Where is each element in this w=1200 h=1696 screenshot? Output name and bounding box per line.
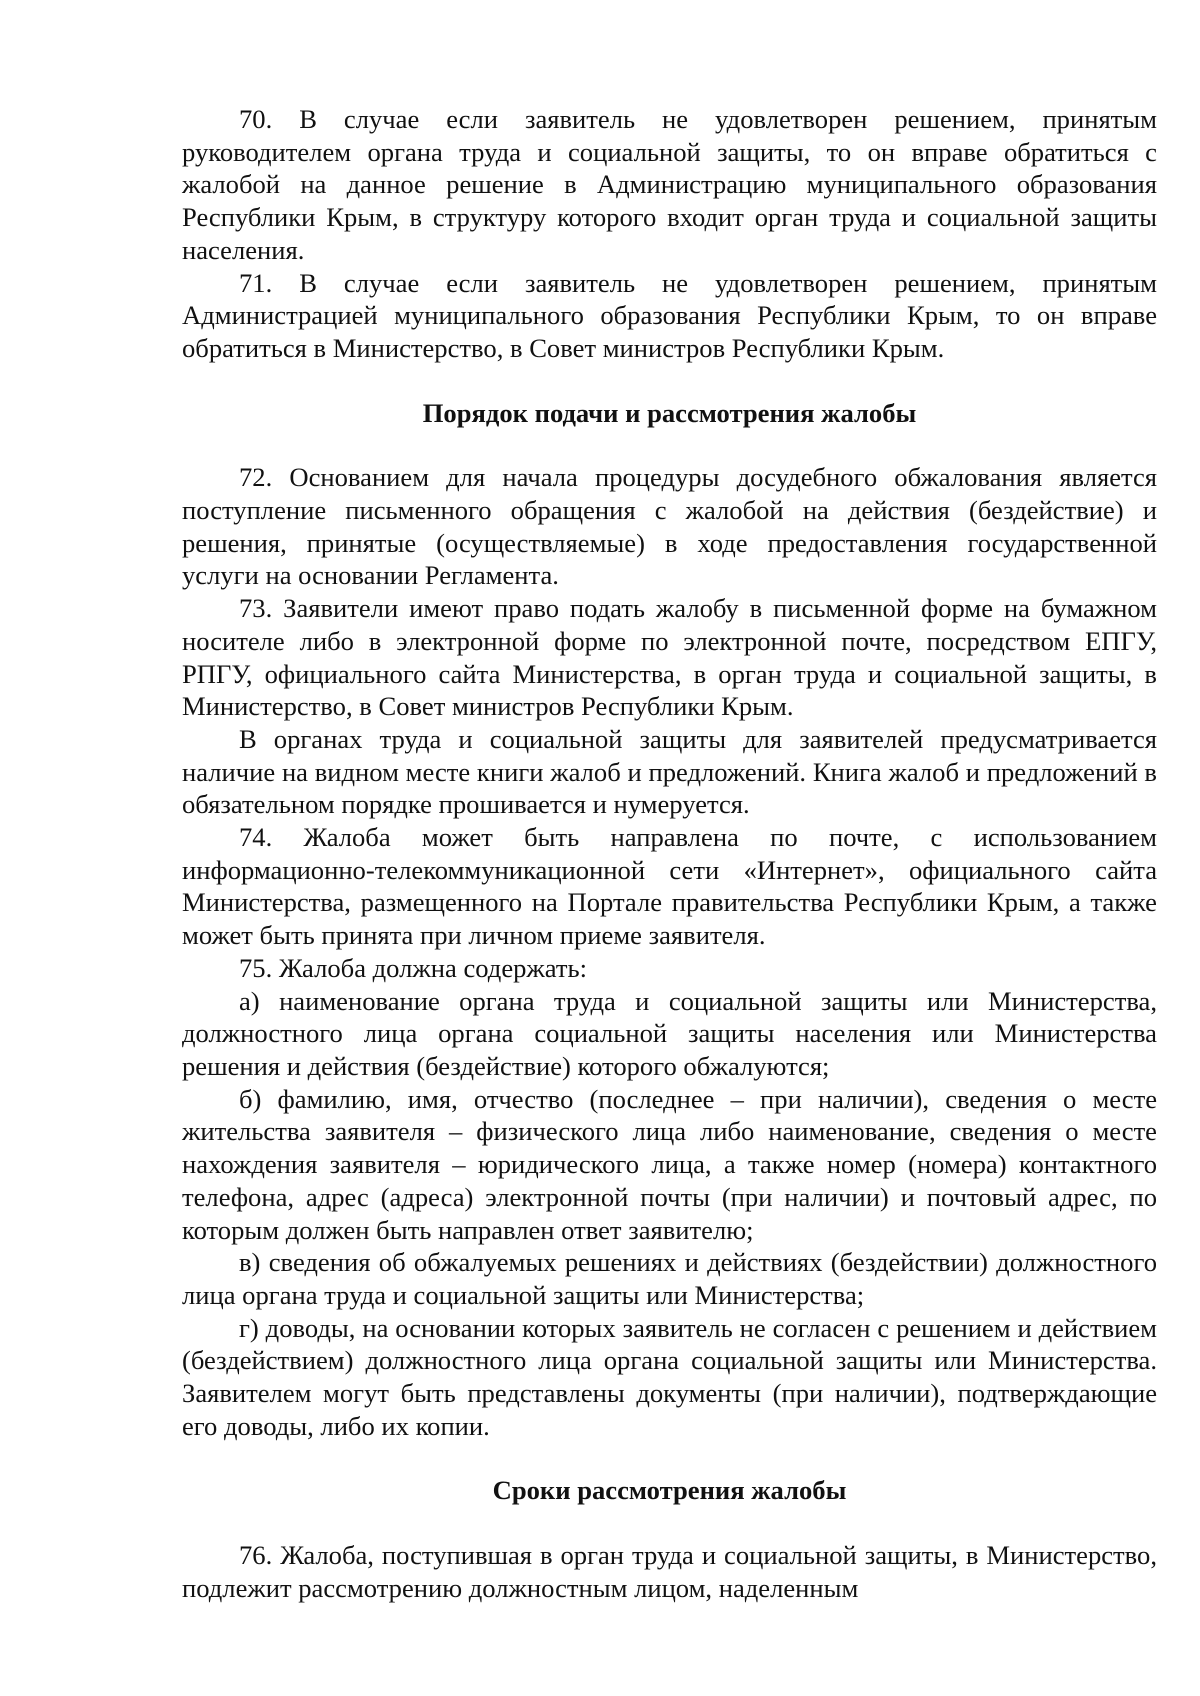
paragraph-73-complaint-book: В органах труда и социальной защиты для заявителей предусматривается наличие на видном месте книги жалоб и предложений. Книга жалоб и предложений в обязательном порядке прошивается и нумеруется. — [182, 723, 1157, 820]
paragraph-75-v: в) сведения об обжалуемых решениях и действиях (бездействии) должностного лица органа труда и социальной защиты или Министерства; — [182, 1247, 1157, 1310]
section-heading-review-terms: Сроки рассмотрения жалобы — [492, 1475, 847, 1506]
paragraph-75-b: б) фамилию, имя, отчество (последнее – при наличии), сведения о месте жительства заявителя – физического лица либо наименование, сведения о месте нахождения заявителя – юридического лица, а также номер (номера) контактного телефона, адрес (адреса) электронной почты (при наличии) и почтовый адрес, по которым должен быть направлен ответ заявителю; — [182, 1083, 1157, 1245]
paragraph-75: 75. Жалоба должна содержать: — [239, 952, 588, 983]
paragraph-76: 76. Жалоба, поступившая в орган труда и социальной защиты, в Министерство, подлежит рассмотрению должностным лицом, наделенным — [182, 1540, 1157, 1603]
paragraph-75-a: а) наименование органа труда и социальной защиты или Министерства, должностного лица органа социальной защиты населения или Министерства решения и действия (бездействие) которого обжалуются; — [182, 985, 1157, 1081]
section-heading-complaint-procedure: Порядок подачи и рассмотрения жалобы — [422, 397, 917, 428]
document-page — [182, 103, 1157, 1605]
paragraph-72: 72. Основанием для начала процедуры досудебного обжалования является поступление письменного обращения с жалобой на действия (бездействие) и решения, принятые (осуществляемые) в ходе предоставления государственной услуги на основании Регламента. — [182, 462, 1157, 591]
paragraph-70: 70. В случае если заявитель не удовлетворен решением, принятым руководителем органа труда и социальной защиты, то он вправе обратиться с жалобой на данное решение в Администрацию муниципального образования Республики Крым, в структуру которого входит орган труда и социальной защиты населения. — [182, 104, 1157, 265]
paragraph-74: 74. Жалоба может быть направлена по почте, с использованием информационно-телекоммуникационной сети «Интернет», официального сайта Министерства, размещенного на Портале правительства Республики Крым, а также может быть принята при личном приеме заявителя. — [182, 822, 1157, 951]
paragraph-75-g: г) доводы, на основании которых заявитель не согласен с решением и действием (бездействием) должностного лица органа социальной защиты или Министерства. Заявителем могут быть представлены документы (при наличии), подтверждающие его доводы, либо их копии. — [182, 1312, 1157, 1441]
paragraph-73: 73. Заявители имеют право подать жалобу в письменной форме на бумажном носителе либо в электронной форме по электронной почте, посредством ЕПГУ, РПГУ, официального сайта Министерства, в орган труда и социальной защиты, в Министерство, в Совет министров Республики Крым. — [182, 593, 1157, 722]
paragraph-71: 71. В случае если заявитель не удовлетворен решением, принятым Администрацией муниципального образования Республики Крым, то он вправе обратиться в Министерство, в Совет министров Республики Крым. — [182, 267, 1157, 363]
